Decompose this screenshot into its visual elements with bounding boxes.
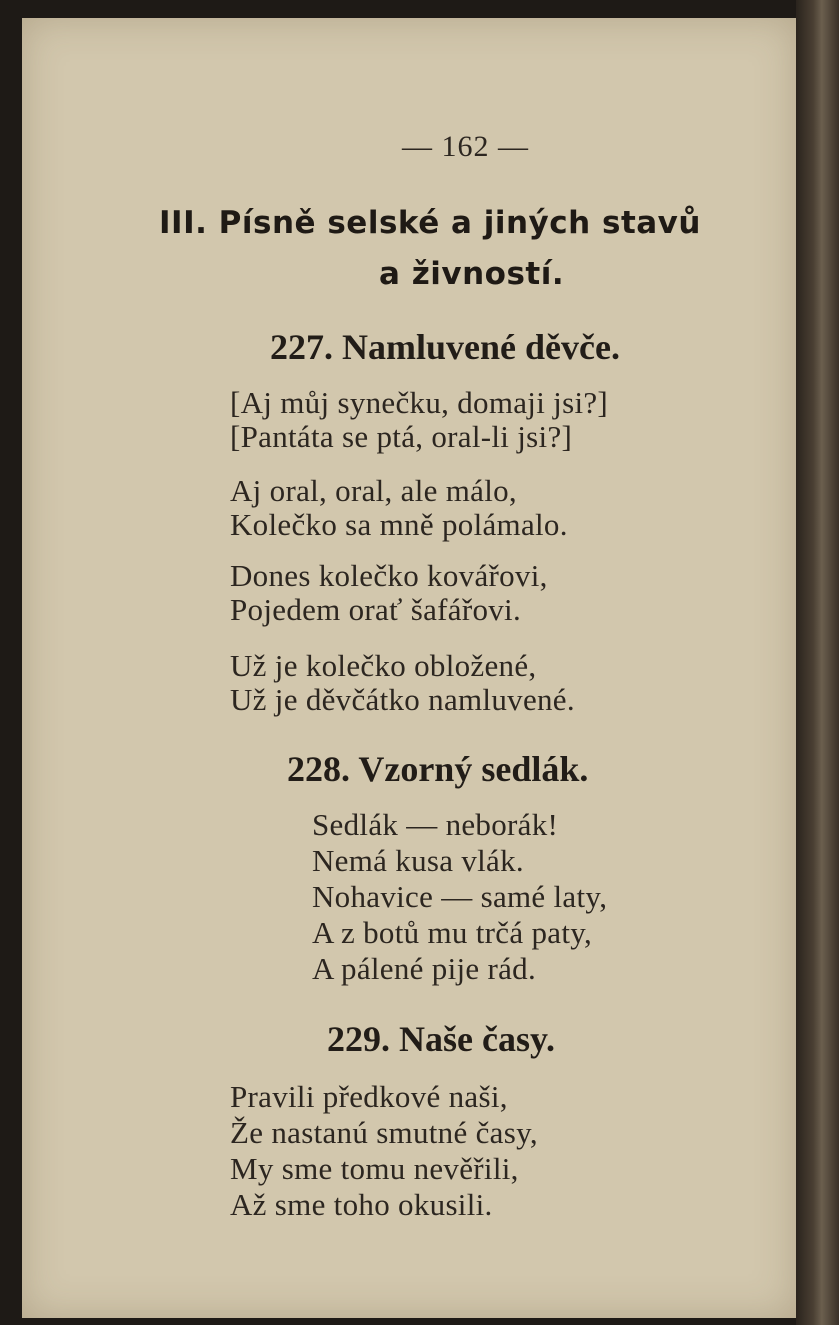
book-gutter	[796, 0, 839, 1325]
verse-line: Sedlák — neborák!	[312, 807, 559, 842]
verse-line: Dones kolečko kovářovi,	[230, 558, 548, 593]
book-page	[22, 18, 796, 1318]
verse-line: [Aj můj synečku, domaji jsi?]	[230, 385, 609, 420]
verse-line: A z botů mu trčá paty,	[312, 915, 593, 950]
verse-line: Pravili předkové naši,	[230, 1079, 508, 1114]
song-title-227: 227. Namluvené děvče.	[270, 327, 620, 367]
verse-line: A pálené pije rád.	[312, 951, 537, 986]
song-title-228: 228. Vzorný sedlák.	[287, 749, 589, 789]
verse-line: Až sme toho okusili.	[230, 1187, 493, 1222]
verse-line: Nohavice — samé laty,	[312, 879, 608, 914]
verse-line: Nemá kusa vlák.	[312, 843, 524, 878]
verse-line: Že nastanú smutné časy,	[230, 1115, 538, 1150]
section-title-line2: a živností.	[379, 256, 565, 292]
verse-line: Kolečko sa mně polámalo.	[230, 507, 568, 542]
page-number: — 162 —	[402, 130, 529, 163]
verse-line: Pojedem orať šafářovi.	[230, 592, 522, 627]
verse-line: Aj oral, oral, ale málo,	[230, 473, 517, 508]
verse-line: My sme tomu nevěřili,	[230, 1151, 519, 1186]
section-title-line1: III. Písně selské a jiných stavů	[159, 205, 701, 241]
verse-line: Už je kolečko obložené,	[230, 648, 537, 683]
song-title-229: 229. Naše časy.	[327, 1019, 555, 1059]
verse-line: [Pantáta se ptá, oral-li jsi?]	[230, 419, 573, 454]
verse-line: Už je děvčátko namluvené.	[230, 682, 575, 717]
